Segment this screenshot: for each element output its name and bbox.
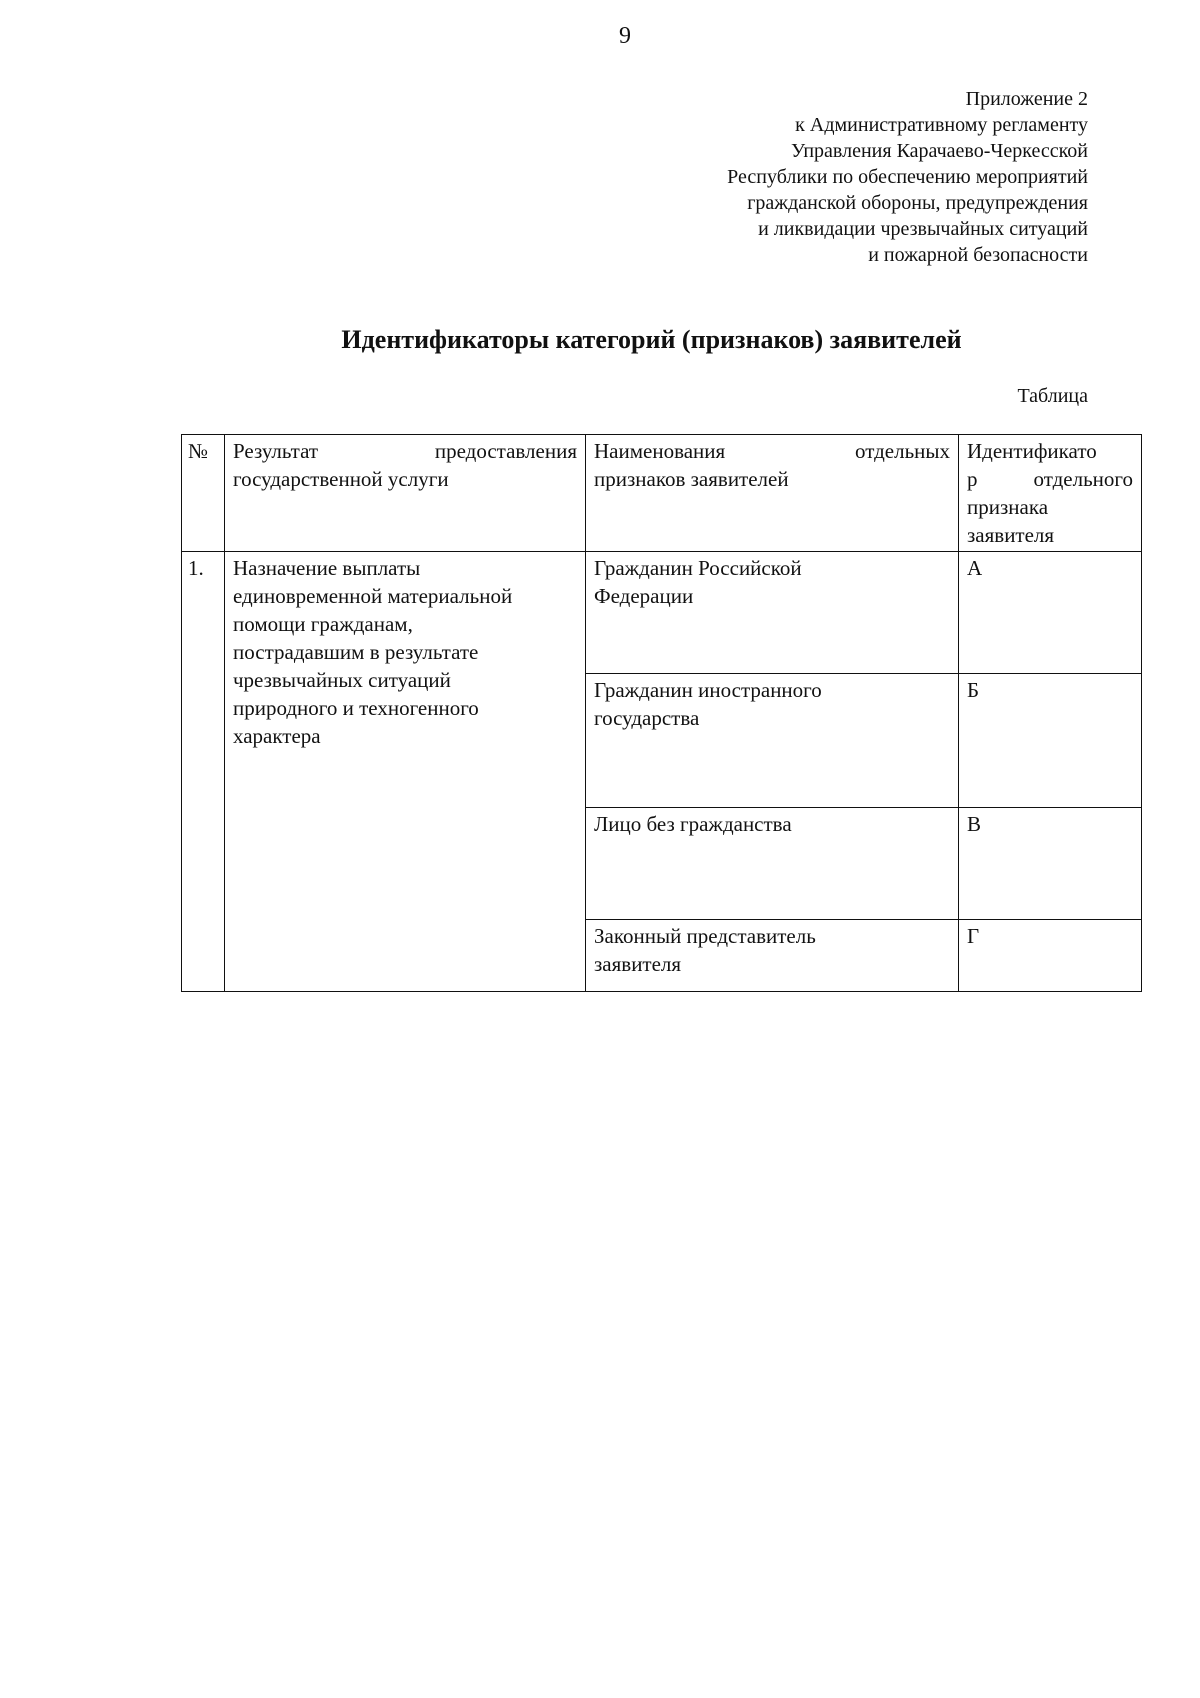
appendix-line: и ликвидации чрезвычайных ситуаций [758, 218, 1088, 240]
header-id-line: р отдельного [967, 467, 1133, 491]
applicant-name-line: Гражданин Российской [594, 556, 802, 580]
header-result-line: государственной услуги [233, 467, 449, 491]
row-result-line: характера [233, 724, 321, 748]
applicant-name-line: Федерации [594, 584, 694, 608]
applicant-id: Г [967, 924, 980, 948]
applicant-id: Б [967, 678, 980, 702]
row-result-line: единовременной материальной [233, 584, 513, 608]
applicant-name-cell [586, 808, 959, 920]
header-num [182, 435, 225, 552]
appendix-line: гражданской обороны, предупреждения [747, 192, 1088, 214]
page-number: 9 [619, 23, 631, 49]
table-row [182, 552, 1142, 674]
row-result-line: чрезвычайных ситуаций [233, 668, 451, 692]
appendix-line: Управления Карачаево-Черкесской [790, 140, 1088, 162]
row-result-line: природного и техногенного [233, 696, 479, 720]
applicant-name-cell [586, 920, 959, 992]
row-result-line: пострадавшим в результате [233, 640, 479, 664]
applicant-id-cell [959, 552, 1142, 674]
applicant-name-line: Законный представитель [594, 924, 816, 948]
applicant-id: В [967, 812, 982, 836]
appendix-line: Приложение 2 [965, 88, 1088, 110]
header-result-line: Результат предоставления [233, 439, 577, 463]
applicant-id-cell [959, 808, 1142, 920]
applicant-name-cell [586, 552, 959, 674]
header-id [959, 435, 1142, 552]
applicant-name-line: Лицо без гражданства [594, 812, 792, 836]
header-name-line: Наименования отдельных [594, 439, 950, 463]
table-header-row [182, 435, 1142, 552]
row-result-line: Назначение выплаты [233, 556, 421, 580]
identifiers-table [181, 434, 1142, 992]
applicant-id: А [967, 556, 983, 580]
applicant-name-line: государства [594, 706, 700, 730]
appendix-line: и пожарной безопасности [868, 244, 1088, 266]
row-result [225, 552, 586, 992]
row-result-line: помощи гражданам, [233, 612, 413, 636]
header-num-label: № [188, 439, 209, 463]
document-title: Идентификаторы категорий (признаков) заявителей [341, 325, 962, 354]
applicant-name-line: заявителя [594, 952, 682, 976]
header-name [586, 435, 959, 552]
row-num-label: 1. [188, 556, 204, 580]
applicant-name-cell [586, 674, 959, 808]
header-id-line: Идентификато [967, 439, 1097, 463]
appendix-line: Республики по обеспечению мероприятий [727, 166, 1088, 188]
header-id-line: признака [967, 495, 1049, 519]
applicant-id-cell [959, 674, 1142, 808]
row-num [182, 552, 225, 992]
applicant-id-cell [959, 920, 1142, 992]
table-caption: Таблица [1017, 385, 1088, 407]
header-result [225, 435, 586, 552]
header-id-line: заявителя [967, 523, 1055, 547]
applicant-name-line: Гражданин иностранного [594, 678, 822, 702]
header-name-line: признаков заявителей [594, 467, 789, 491]
appendix-header [727, 86, 1088, 268]
appendix-line: к Административному регламенту [795, 114, 1088, 136]
